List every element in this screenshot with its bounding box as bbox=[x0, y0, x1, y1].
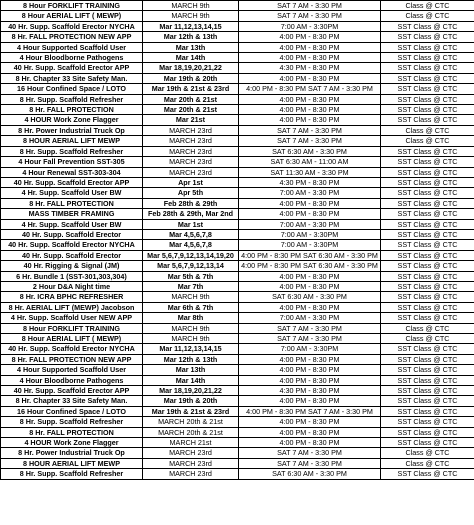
class-dates-cell: MARCH 9th bbox=[143, 334, 239, 344]
class-location-cell: SST Class @ CTC bbox=[381, 375, 474, 385]
class-time-cell: SAT 7 AM - 3:30 PM bbox=[239, 448, 381, 458]
class-location-cell: SST Class @ CTC bbox=[381, 271, 474, 281]
class-dates-cell: MARCH 9th bbox=[143, 11, 239, 21]
table-row bbox=[1, 250, 474, 260]
class-location-cell: SST Class @ CTC bbox=[381, 115, 474, 125]
class-time-cell: 4:00 PM - 8:30 PM bbox=[239, 73, 381, 83]
class-time-cell: 4:30 PM - 8:30 PM bbox=[239, 386, 381, 396]
class-schedule-body bbox=[1, 1, 474, 480]
class-dates-cell: MARCH 9th bbox=[143, 323, 239, 333]
course-name-cell: 4 Hour Bloodborne Pathogens bbox=[1, 375, 143, 385]
class-dates-cell: Mar 5,6,7,9,12,13,14,19,20 bbox=[143, 250, 239, 260]
class-time-cell: 4:00 PM - 8:30 PM bbox=[239, 271, 381, 281]
table-row bbox=[1, 84, 474, 94]
course-name-cell: 8 Hr. Supp. Scaffold Refresher bbox=[1, 469, 143, 479]
class-location-cell: Class @ CTC bbox=[381, 1, 474, 11]
class-time-cell: SAT 7 AM - 3:30 PM bbox=[239, 136, 381, 146]
table-row bbox=[1, 448, 474, 458]
class-time-cell: 4:00 PM - 8:30 PM bbox=[239, 302, 381, 312]
class-time-cell: 7:00 AM - 3:30 PM bbox=[239, 313, 381, 323]
class-dates-cell: MARCH 23rd bbox=[143, 136, 239, 146]
course-name-cell: 4 HOUR Work Zone Flagger bbox=[1, 438, 143, 448]
table-row bbox=[1, 209, 474, 219]
course-name-cell: 2 Hour D&A Night time bbox=[1, 281, 143, 291]
table-row bbox=[1, 396, 474, 406]
table-row bbox=[1, 313, 474, 323]
course-name-cell: 40 Hr. Supp. Scaffold Erector APP bbox=[1, 386, 143, 396]
class-location-cell: SST Class @ CTC bbox=[381, 73, 474, 83]
class-location-cell: SST Class @ CTC bbox=[381, 292, 474, 302]
table-row bbox=[1, 115, 474, 125]
course-name-cell: 8 Hour FORKLIFT TRAINING bbox=[1, 1, 143, 11]
table-row bbox=[1, 344, 474, 354]
table-row bbox=[1, 105, 474, 115]
course-name-cell: 8 HOUR AERIAL LIFT MEWP bbox=[1, 136, 143, 146]
class-time-cell: SAT 7 AM - 3:30 PM bbox=[239, 11, 381, 21]
table-row bbox=[1, 157, 474, 167]
class-time-cell: 4:00 PM - 8:30 PM SAT 7 AM - 3:30 PM bbox=[239, 406, 381, 416]
class-dates-cell: Feb 28th & 29th, Mar 2nd bbox=[143, 209, 239, 219]
table-row bbox=[1, 261, 474, 271]
course-name-cell: 8 Hr. Supp. Scaffold Refresher bbox=[1, 417, 143, 427]
class-dates-cell: Mar 14th bbox=[143, 375, 239, 385]
class-dates-cell: Mar 11,12,13,14,15 bbox=[143, 21, 239, 31]
class-location-cell: Class @ CTC bbox=[381, 323, 474, 333]
course-name-cell: 6 Hr. Bundle 1 (SST-301,303,304) bbox=[1, 271, 143, 281]
course-name-cell: 4 Hr. Supp. Scaffold User BW bbox=[1, 188, 143, 198]
class-location-cell: SST Class @ CTC bbox=[381, 32, 474, 42]
course-name-cell: 8 Hr. ICRA BPHC REFRESHER bbox=[1, 292, 143, 302]
class-time-cell: 4:00 PM - 8:30 PM SAT 7 AM - 3:30 PM bbox=[239, 84, 381, 94]
class-location-cell: SST Class @ CTC bbox=[381, 438, 474, 448]
table-row bbox=[1, 417, 474, 427]
course-name-cell: 4 Hour Supported Scaffold User bbox=[1, 365, 143, 375]
class-location-cell: SST Class @ CTC bbox=[381, 188, 474, 198]
course-name-cell: 4 Hour Renewal SST-303-304 bbox=[1, 167, 143, 177]
class-time-cell: 7:00 AM - 3:30 PM bbox=[239, 219, 381, 229]
course-name-cell: 8 Hr. Chapter 33 Site Safety Man. bbox=[1, 73, 143, 83]
class-dates-cell: Mar 6th & 7th bbox=[143, 302, 239, 312]
table-row bbox=[1, 302, 474, 312]
class-dates-cell: Mar 13th bbox=[143, 42, 239, 52]
table-row bbox=[1, 406, 474, 416]
class-dates-cell: Mar 20th & 21st bbox=[143, 105, 239, 115]
class-location-cell: SST Class @ CTC bbox=[381, 365, 474, 375]
class-location-cell: Class @ CTC bbox=[381, 448, 474, 458]
class-location-cell: Class @ CTC bbox=[381, 334, 474, 344]
course-name-cell: 4 Hr. Supp. Scaffold User NEW APP bbox=[1, 313, 143, 323]
course-name-cell: 8 Hour FORKLIFT TRAINING bbox=[1, 323, 143, 333]
course-name-cell: 4 Hour Supported Scaffold User bbox=[1, 42, 143, 52]
course-name-cell: 8 Hr. FALL PROTECTION bbox=[1, 427, 143, 437]
table-row bbox=[1, 94, 474, 104]
class-time-cell: 4:00 PM - 8:30 PM bbox=[239, 438, 381, 448]
table-row bbox=[1, 146, 474, 156]
course-name-cell: 8 Hour AERIAL LIFT ( MEWP) bbox=[1, 334, 143, 344]
course-name-cell: 8 Hr. Chapter 33 Site Safety Man. bbox=[1, 396, 143, 406]
class-dates-cell: Apr 5th bbox=[143, 188, 239, 198]
class-dates-cell: MARCH 23rd bbox=[143, 469, 239, 479]
course-name-cell: 40 Hr. Supp. Scaffold Erector APP bbox=[1, 177, 143, 187]
class-time-cell: 4:30 PM - 8:30 PM bbox=[239, 177, 381, 187]
class-location-cell: SST Class @ CTC bbox=[381, 240, 474, 250]
class-time-cell: 7:00 AM - 3:30PM bbox=[239, 21, 381, 31]
table-row bbox=[1, 438, 474, 448]
table-row bbox=[1, 240, 474, 250]
class-location-cell: Class @ CTC bbox=[381, 136, 474, 146]
class-time-cell: SAT 7 AM - 3:30 PM bbox=[239, 458, 381, 468]
class-time-cell: 7:00 AM - 3:30PM bbox=[239, 240, 381, 250]
class-dates-cell: Mar 1st bbox=[143, 219, 239, 229]
table-row bbox=[1, 73, 474, 83]
class-time-cell: 4:00 PM - 8:30 PM bbox=[239, 396, 381, 406]
class-time-cell: SAT 6:30 AM - 3:30 PM bbox=[239, 292, 381, 302]
course-name-cell: 40 Hr. Supp. Scaffold Erector bbox=[1, 250, 143, 260]
course-name-cell: 40 Hr. Supp. Scaffold Erector NYCHA bbox=[1, 21, 143, 31]
class-dates-cell: Mar 13th bbox=[143, 365, 239, 375]
table-row bbox=[1, 365, 474, 375]
class-dates-cell: Mar 8th bbox=[143, 313, 239, 323]
table-row bbox=[1, 386, 474, 396]
class-location-cell: SST Class @ CTC bbox=[381, 427, 474, 437]
class-time-cell: 4:00 PM - 8:30 PM SAT 6:30 AM - 3:30 PM bbox=[239, 250, 381, 260]
class-time-cell: 4:00 PM - 8:30 PM bbox=[239, 427, 381, 437]
class-dates-cell: Mar 4,5,6,7,8 bbox=[143, 229, 239, 239]
class-location-cell: SST Class @ CTC bbox=[381, 63, 474, 73]
class-location-cell: SST Class @ CTC bbox=[381, 146, 474, 156]
class-location-cell: SST Class @ CTC bbox=[381, 21, 474, 31]
class-location-cell: Class @ CTC bbox=[381, 458, 474, 468]
table-row bbox=[1, 53, 474, 63]
class-location-cell: SST Class @ CTC bbox=[381, 386, 474, 396]
course-name-cell: 4 Hour Bloodborne Pathogens bbox=[1, 53, 143, 63]
class-time-cell: 7:00 AM - 3:30 PM bbox=[239, 188, 381, 198]
class-dates-cell: Mar 21st bbox=[143, 115, 239, 125]
table-row bbox=[1, 334, 474, 344]
class-dates-cell: Mar 7th bbox=[143, 281, 239, 291]
class-dates-cell: Mar 19th & 21st & 23rd bbox=[143, 84, 239, 94]
table-row bbox=[1, 32, 474, 42]
class-time-cell: 4:00 PM - 8:30 PM bbox=[239, 281, 381, 291]
class-location-cell: SST Class @ CTC bbox=[381, 209, 474, 219]
course-name-cell: 40 Hr. Supp. Scaffold Erector bbox=[1, 229, 143, 239]
table-row bbox=[1, 219, 474, 229]
table-row bbox=[1, 136, 474, 146]
class-dates-cell: Mar 20th & 21st bbox=[143, 94, 239, 104]
class-location-cell: SST Class @ CTC bbox=[381, 261, 474, 271]
course-name-cell: 16 Hour Confined Space / LOTO bbox=[1, 84, 143, 94]
class-location-cell: SST Class @ CTC bbox=[381, 94, 474, 104]
class-location-cell: SST Class @ CTC bbox=[381, 396, 474, 406]
class-location-cell: SST Class @ CTC bbox=[381, 344, 474, 354]
class-time-cell: SAT 6:30 AM - 3:30 PM bbox=[239, 469, 381, 479]
class-time-cell: SAT 7 AM - 3:30 PM bbox=[239, 323, 381, 333]
class-dates-cell: Mar 11,12,13,14,15 bbox=[143, 344, 239, 354]
class-dates-cell: MARCH 21st bbox=[143, 438, 239, 448]
class-time-cell: SAT 11:30 AM - 3:30 PM bbox=[239, 167, 381, 177]
table-row bbox=[1, 42, 474, 52]
table-row bbox=[1, 281, 474, 291]
class-time-cell: SAT 6:30 AM - 11:00 AM bbox=[239, 157, 381, 167]
course-name-cell: 8 Hour AERIAL LIFT ( MEWP) bbox=[1, 11, 143, 21]
class-dates-cell: Mar 5th & 7th bbox=[143, 271, 239, 281]
class-time-cell: 7:00 AM - 3:30PM bbox=[239, 229, 381, 239]
class-dates-cell: MARCH 23rd bbox=[143, 458, 239, 468]
class-dates-cell: Mar 18,19,20,21,22 bbox=[143, 63, 239, 73]
class-location-cell: SST Class @ CTC bbox=[381, 229, 474, 239]
class-time-cell: 4:00 PM - 8:30 PM bbox=[239, 198, 381, 208]
class-dates-cell: Mar 12th & 13th bbox=[143, 354, 239, 364]
class-time-cell: 4:00 PM - 8:30 PM bbox=[239, 417, 381, 427]
table-row bbox=[1, 271, 474, 281]
course-name-cell: 40 Hr. Rigging & Signal (JM) bbox=[1, 261, 143, 271]
table-row bbox=[1, 427, 474, 437]
class-dates-cell: MARCH 9th bbox=[143, 1, 239, 11]
class-time-cell: 4:00 PM - 8:30 PM bbox=[239, 53, 381, 63]
course-name-cell: 8 HOUR AERIAL LIFT MEWP bbox=[1, 458, 143, 468]
class-dates-cell: Mar 18,19,20,21,22 bbox=[143, 386, 239, 396]
table-row bbox=[1, 21, 474, 31]
class-location-cell: Class @ CTC bbox=[381, 11, 474, 21]
class-location-cell: SST Class @ CTC bbox=[381, 167, 474, 177]
class-time-cell: 4:00 PM - 8:30 PM bbox=[239, 354, 381, 364]
course-name-cell: MASS TIMBER FRAMING bbox=[1, 209, 143, 219]
class-time-cell: 4:00 PM - 8:30 PM bbox=[239, 365, 381, 375]
course-name-cell: 8 Hr. FALL PROTECTION NEW APP bbox=[1, 354, 143, 364]
class-time-cell: SAT 7 AM - 3:30 PM bbox=[239, 334, 381, 344]
class-dates-cell: MARCH 23rd bbox=[143, 448, 239, 458]
course-name-cell: 40 Hr. Supp. Scaffold Erector APP bbox=[1, 63, 143, 73]
table-row bbox=[1, 167, 474, 177]
table-row bbox=[1, 188, 474, 198]
table-row bbox=[1, 63, 474, 73]
class-location-cell: SST Class @ CTC bbox=[381, 105, 474, 115]
class-time-cell: 4:00 PM - 8:30 PM bbox=[239, 375, 381, 385]
class-time-cell: 4:00 PM - 8:30 PM bbox=[239, 94, 381, 104]
table-row bbox=[1, 375, 474, 385]
class-location-cell: SST Class @ CTC bbox=[381, 281, 474, 291]
class-location-cell: SST Class @ CTC bbox=[381, 157, 474, 167]
table-row bbox=[1, 229, 474, 239]
table-row bbox=[1, 198, 474, 208]
class-location-cell: SST Class @ CTC bbox=[381, 84, 474, 94]
class-time-cell: SAT 7 AM - 3:30 PM bbox=[239, 1, 381, 11]
course-name-cell: 8 Hr. FALL PROTECTION bbox=[1, 198, 143, 208]
course-name-cell: 4 HOUR Work Zone Flagger bbox=[1, 115, 143, 125]
class-dates-cell: Mar 19th & 20th bbox=[143, 396, 239, 406]
class-location-cell: SST Class @ CTC bbox=[381, 417, 474, 427]
class-dates-cell: Mar 4,5,6,7,8 bbox=[143, 240, 239, 250]
course-name-cell: 8 Hr. Power Industrial Truck Op bbox=[1, 125, 143, 135]
course-name-cell: 4 Hour Fall Prevention SST-305 bbox=[1, 157, 143, 167]
class-dates-cell: MARCH 20th & 21st bbox=[143, 417, 239, 427]
class-time-cell: 4:00 PM - 8:30 PM bbox=[239, 105, 381, 115]
class-location-cell: SST Class @ CTC bbox=[381, 42, 474, 52]
course-name-cell: 8 Hr. FALL PROTECTION bbox=[1, 105, 143, 115]
class-time-cell: 7:00 AM - 3:30PM bbox=[239, 344, 381, 354]
class-location-cell: Class @ CTC bbox=[381, 125, 474, 135]
class-dates-cell: MARCH 9th bbox=[143, 292, 239, 302]
class-dates-cell: MARCH 23rd bbox=[143, 125, 239, 135]
class-location-cell: SST Class @ CTC bbox=[381, 313, 474, 323]
class-dates-cell: Mar 5,6,7,9,12,13,14 bbox=[143, 261, 239, 271]
class-location-cell: SST Class @ CTC bbox=[381, 219, 474, 229]
class-time-cell: 4:00 PM - 8:30 PM bbox=[239, 42, 381, 52]
class-time-cell: SAT 7 AM - 3:30 PM bbox=[239, 125, 381, 135]
table-row bbox=[1, 458, 474, 468]
class-location-cell: SST Class @ CTC bbox=[381, 469, 474, 479]
course-name-cell: 8 Hr. FALL PROTECTION NEW APP bbox=[1, 32, 143, 42]
class-location-cell: SST Class @ CTC bbox=[381, 302, 474, 312]
class-location-cell: SST Class @ CTC bbox=[381, 198, 474, 208]
table-row bbox=[1, 323, 474, 333]
table-row bbox=[1, 11, 474, 21]
class-dates-cell: Mar 19th & 21st & 23rd bbox=[143, 406, 239, 416]
course-name-cell: 8 Hr. Supp. Scaffold Refresher bbox=[1, 94, 143, 104]
class-time-cell: SAT 6:30 AM - 3:30 PM bbox=[239, 146, 381, 156]
class-time-cell: 4:00 PM - 8:30 PM bbox=[239, 115, 381, 125]
class-dates-cell: MARCH 20th & 21st bbox=[143, 427, 239, 437]
class-dates-cell: Mar 19th & 20th bbox=[143, 73, 239, 83]
class-location-cell: SST Class @ CTC bbox=[381, 250, 474, 260]
table-row bbox=[1, 125, 474, 135]
class-location-cell: SST Class @ CTC bbox=[381, 177, 474, 187]
table-row bbox=[1, 292, 474, 302]
course-name-cell: 8 Hr. Power Industrial Truck Op bbox=[1, 448, 143, 458]
course-name-cell: 40 Hr. Supp. Scaffold Erector NYCHA bbox=[1, 344, 143, 354]
course-name-cell: 40 Hr. Supp. Scaffold Erector NYCHA bbox=[1, 240, 143, 250]
class-dates-cell: Feb 28th & 29th bbox=[143, 198, 239, 208]
table-row bbox=[1, 1, 474, 11]
table-row bbox=[1, 354, 474, 364]
class-time-cell: 4:00 PM - 8:30 PM bbox=[239, 32, 381, 42]
course-name-cell: 16 Hour Confined Space / LOTO bbox=[1, 406, 143, 416]
class-location-cell: SST Class @ CTC bbox=[381, 53, 474, 63]
class-location-cell: SST Class @ CTC bbox=[381, 354, 474, 364]
class-time-cell: 4:00 PM - 8:30 PM SAT 6:30 AM - 3:30 PM bbox=[239, 261, 381, 271]
table-row bbox=[1, 469, 474, 479]
course-name-cell: 4 Hr. Supp. Scaffold User BW bbox=[1, 219, 143, 229]
class-dates-cell: Mar 12th & 13th bbox=[143, 32, 239, 42]
class-time-cell: 4:30 PM - 8:30 PM bbox=[239, 63, 381, 73]
class-location-cell: SST Class @ CTC bbox=[381, 406, 474, 416]
course-name-cell: 8 Hr. Supp. Scaffold Refresher bbox=[1, 146, 143, 156]
class-dates-cell: Apr 1st bbox=[143, 177, 239, 187]
class-dates-cell: MARCH 23rd bbox=[143, 157, 239, 167]
class-dates-cell: MARCH 23rd bbox=[143, 167, 239, 177]
class-time-cell: 4:00 PM - 8:30 PM bbox=[239, 209, 381, 219]
table-row bbox=[1, 177, 474, 187]
class-dates-cell: MARCH 23rd bbox=[143, 146, 239, 156]
class-dates-cell: Mar 14th bbox=[143, 53, 239, 63]
course-name-cell: 8 Hr. AERIAL LIFT (MEWP) Jacobson bbox=[1, 302, 143, 312]
